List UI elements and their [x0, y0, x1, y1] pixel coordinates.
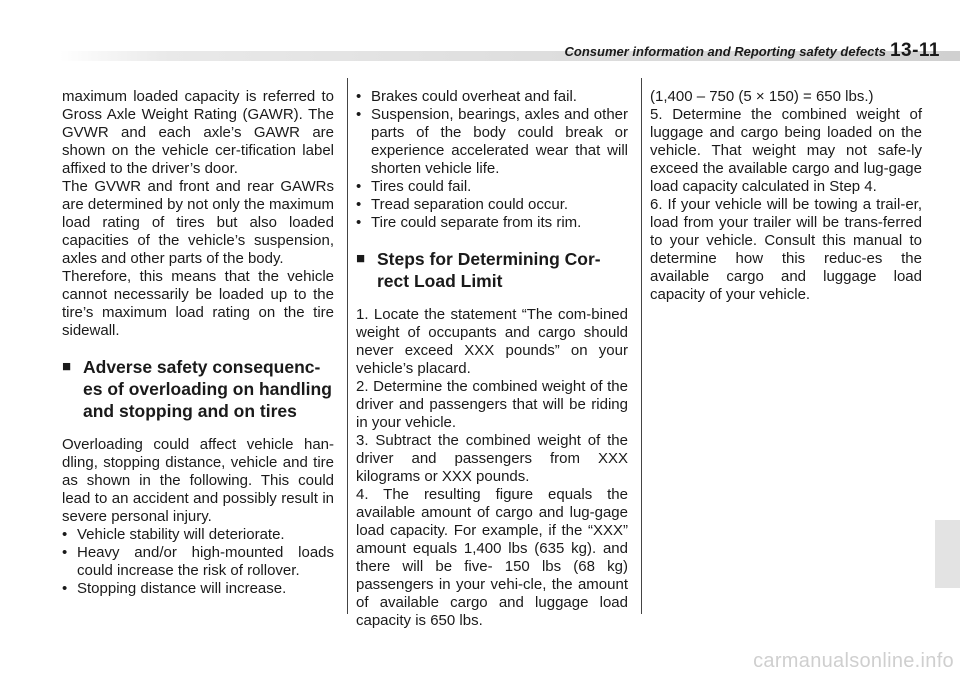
paragraph: 2. Determine the combined weight of the driver and passengers that will be riding in your vehicle.: [356, 378, 628, 431]
bullet-item: • Stopping distance will increase.: [62, 580, 334, 598]
section-heading-text: Adverse safety consequenc-es of overloading on handling and stopping and on tires: [83, 357, 332, 421]
paragraph: 6. If your vehicle will be towing a trail-er, load from your trailer will be trans-ferred to your vehicle. Consult this manual to determine how this reduc-es the available cargo and luggage load capacity of your vehicle.: [650, 196, 922, 303]
paragraph: 4. The resulting figure equals the available amount of cargo and lug-gage load capacity. For example, if the “XXX” amount equals 1,400 lbs (635 kg). and there will be five- 150 lbs (68 kg) passengers in your vehi-cle, the amount of available cargo and luggage load capacity is 650 lbs.: [356, 486, 628, 629]
paragraph: (1,400 – 750 (5 × 150) = 650 lbs.): [650, 88, 874, 105]
section-heading: [356, 248, 628, 292]
square-bullet-icon: ■: [62, 358, 72, 375]
section-heading: [62, 356, 334, 422]
watermark: carmanualsonline.info: [753, 650, 954, 672]
bullet-item: • Vehicle stability will deteriorate.: [62, 526, 334, 544]
paragraph: maximum loaded capacity is referred to Gross Axle Weight Rating (GAWR). The GVWR and each axle’s GAWR are shown on the vehicle cer-tification label affixed to the driver’s door.: [62, 88, 334, 177]
text-column-1: [62, 88, 334, 598]
section-heading-text: Steps for Determining Cor-rect Load Limit: [377, 249, 601, 291]
text-column-2: [356, 88, 628, 630]
text-column-3: [650, 88, 922, 304]
paragraph: The GVWR and front and rear GAWRs are determined by not only the maximum load rating of tires but also loaded capacities of the vehicle’s suspension, axles and other parts of the body.: [62, 178, 334, 267]
bullet-item: • Suspension, bearings, axles and other parts of the body could break or experience accelerated wear that will shorten vehicle life.: [356, 106, 628, 178]
chapter-title: Consumer information and Reporting safety defects: [564, 44, 886, 59]
square-bullet-icon: ■: [356, 250, 366, 267]
paragraph: 5. Determine the combined weight of luggage and cargo being loaded on the vehicle. That weight may not safe-ly exceed the available cargo and lug-gage load capacity calculated in Step 4.: [650, 106, 922, 195]
bullet-item: • Tread separation could occur.: [356, 196, 628, 214]
column-divider: [347, 78, 348, 614]
column-divider: [641, 78, 642, 614]
bullet-item: • Tire could separate from its rim.: [356, 214, 628, 232]
bullet-item: • Brakes could overheat and fail.: [356, 88, 628, 106]
paragraph: Overloading could affect vehicle han-dling, stopping distance, vehicle and tire as shown in the following. This could lead to an accident and possibly result in severe personal injury.: [62, 436, 334, 525]
paragraph: Therefore, this means that the vehicle cannot necessarily be loaded up to the tire’s maximum load rating on the tire sidewall.: [62, 268, 334, 339]
page-number: 13-11: [889, 40, 940, 61]
paragraph: 3. Subtract the combined weight of the driver and passengers from XXX kilograms or XXX pounds.: [356, 432, 628, 485]
bullet-item: • Heavy and/or high-mounted loads could increase the risk of rollover.: [62, 544, 334, 580]
chapter-tab: [935, 520, 960, 588]
bullet-item: • Tires could fail.: [356, 178, 628, 196]
running-header: [565, 40, 940, 62]
paragraph: 1. Locate the statement “The com-bined weight of occupants and cargo should never exceed XXX pounds” on your vehicle’s placard.: [356, 306, 628, 377]
